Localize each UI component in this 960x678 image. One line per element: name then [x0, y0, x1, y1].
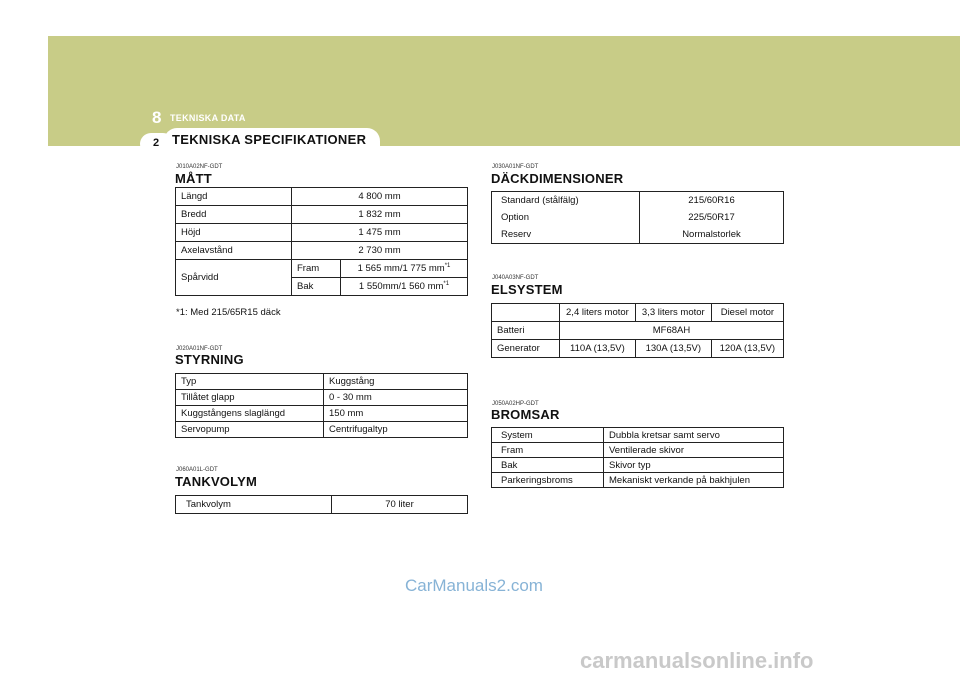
tankvolym-code: J060A01L-GDT [176, 467, 218, 473]
dack-value: 215/60R16 [688, 195, 735, 206]
matt-value-height: 1 475 mm [358, 227, 401, 238]
tankvolym-table [175, 495, 468, 514]
matt-value-front [341, 260, 468, 278]
table-row [492, 458, 784, 473]
table-row [492, 209, 784, 226]
elsystem-generator-label: Generator [492, 340, 560, 358]
table-row [492, 340, 784, 358]
table-row [176, 406, 468, 422]
matt-footnote: *1: Med 215/65R15 däck [176, 307, 281, 318]
matt-table [175, 187, 468, 296]
bromsar-label: Parkeringsbroms [492, 473, 604, 488]
elsystem-col-header: 3,3 liters motor [635, 304, 711, 322]
elsystem-code: J040A03NF-GDT [492, 275, 539, 281]
bromsar-value: Ventilerade skivor [609, 444, 684, 456]
dack-label: Reserv [492, 226, 640, 244]
matt-label-track: Spårvidd [176, 260, 292, 296]
styrning-label: Servopump [176, 422, 324, 438]
table-row [492, 226, 784, 244]
matt-label-rear: Bak [292, 278, 341, 296]
dack-label: Standard (stålfälg) [492, 192, 640, 210]
matt-value-rear [341, 278, 468, 296]
bromsar-table [491, 427, 784, 488]
carmanualsonline-watermark[interactable]: carmanualsonline.info [580, 648, 814, 673]
bromsar-code: J050A02HP-GDT [492, 401, 539, 407]
table-row [176, 422, 468, 438]
matt-value-length: 4 800 mm [358, 191, 401, 202]
matt-label-wheelbase: Axelavstånd [176, 242, 292, 260]
table-row [176, 242, 468, 260]
table-row [492, 192, 784, 210]
elsystem-generator-value: 110A (13,5V) [560, 340, 636, 358]
table-row [176, 496, 468, 514]
front-track-value: 1 565 mm/1 775 mm [357, 263, 445, 275]
table-row [176, 374, 468, 390]
table-row [492, 322, 784, 340]
table-row [492, 428, 784, 443]
matt-title: MÅTT [175, 171, 212, 186]
table-row [492, 473, 784, 488]
matt-code: J010A02NF-GDT [176, 164, 223, 170]
styrning-value: 150 mm [329, 408, 364, 419]
table-row [176, 390, 468, 406]
styrning-value: 0 - 30 mm [329, 392, 372, 403]
footnote-marker: *1 [444, 262, 451, 269]
tankvolym-value: 70 liter [385, 499, 414, 510]
styrning-label: Typ [176, 374, 324, 390]
elsystem-corner [492, 304, 560, 322]
dack-label: Option [492, 209, 640, 226]
table-row [176, 188, 468, 206]
bromsar-title: BROMSAR [491, 407, 560, 422]
elsystem-table [491, 303, 784, 358]
matt-label-front: Fram [292, 260, 341, 278]
table-row [492, 304, 784, 322]
table-row [176, 206, 468, 224]
tankvolym-title: TANKVOLYM [175, 474, 257, 489]
elsystem-title: ELSYSTEM [491, 282, 563, 297]
elsystem-col-header: 2,4 liters motor [560, 304, 636, 322]
bromsar-label: Bak [492, 458, 604, 473]
bromsar-value: Skivor typ [609, 459, 651, 471]
table-row [176, 260, 468, 278]
styrning-label: Kuggstångens slaglängd [176, 406, 324, 422]
styrning-value: Centrifugaltyp [329, 424, 388, 435]
matt-value-wheelbase: 2 730 mm [358, 245, 401, 256]
matt-label-width: Bredd [176, 206, 292, 224]
styrning-code: J020A01NF-GDT [176, 346, 223, 352]
elsystem-battery-value: MF68AH [652, 325, 691, 336]
dack-table [491, 191, 784, 244]
footnote-marker: *1 [443, 280, 450, 287]
chapter-number: 8 [152, 108, 162, 127]
styrning-table [175, 373, 468, 438]
table-row [176, 224, 468, 242]
page-number: 2 [153, 137, 160, 149]
carmanuals2-watermark[interactable]: CarManuals2.com [405, 576, 543, 595]
elsystem-battery-label: Batteri [492, 322, 560, 340]
bromsar-value: Mekaniskt verkande på bakhjulen [609, 474, 751, 486]
styrning-label: Tillåtet glapp [176, 390, 324, 406]
styrning-title: STYRNING [175, 352, 244, 367]
bromsar-label: Fram [492, 443, 604, 458]
dack-title: DÄCKDIMENSIONER [491, 171, 624, 186]
table-row [492, 443, 784, 458]
dack-value: Normalstorlek [682, 229, 741, 240]
tankvolym-label: Tankvolym [176, 496, 332, 514]
styrning-value: Kuggstång [329, 376, 375, 387]
dack-code: J030A01NF-GDT [492, 164, 539, 170]
bromsar-value: Dubbla kretsar samt servo [609, 429, 720, 441]
elsystem-col-header: Diesel motor [720, 307, 775, 318]
matt-value-width: 1 832 mm [358, 209, 401, 220]
elsystem-generator-value: 130A (13,5V) [635, 340, 711, 358]
matt-label-length: Längd [176, 188, 292, 206]
rear-track-value: 1 550mm/1 560 mm [358, 281, 444, 293]
elsystem-generator-value: 120A (13,5V) [719, 343, 776, 354]
chapter-title: TEKNISKA DATA [170, 113, 246, 123]
section-title: TEKNISKA SPECIFIKATIONER [172, 132, 367, 147]
dack-value: 225/50R17 [688, 212, 735, 223]
matt-label-height: Höjd [176, 224, 292, 242]
bromsar-label: System [492, 428, 604, 443]
